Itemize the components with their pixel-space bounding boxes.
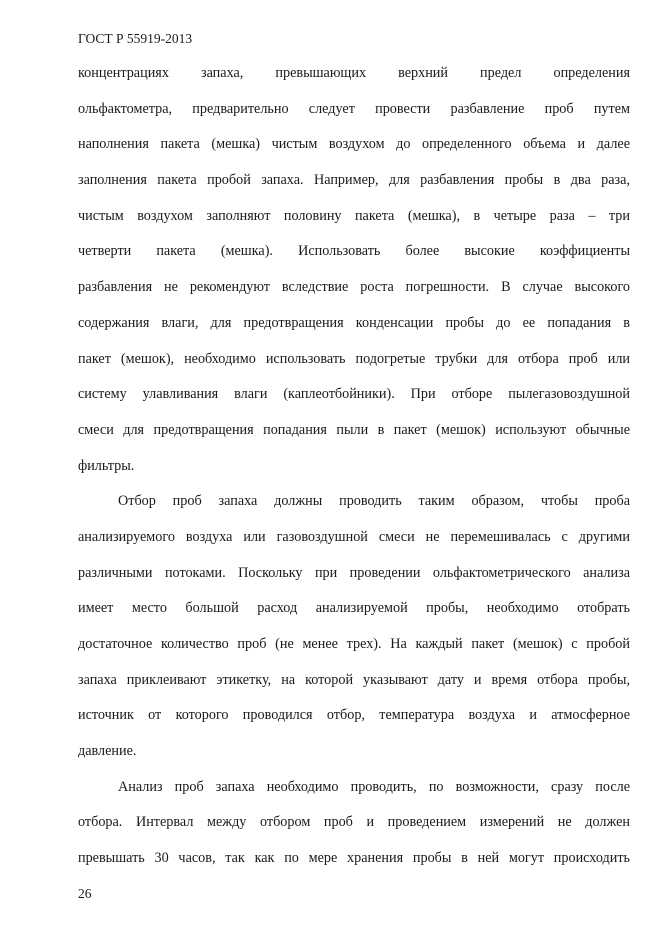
document-standard-code: ГОСТ Р 55919-2013: [78, 31, 193, 46]
text-line: запаха приклеивают этикетку, на которой указывают дату и время отбора пробы,: [78, 671, 630, 688]
text-line: анализируемого воздуха или газовоздушной смеси не перемешивалась с другими: [78, 528, 630, 545]
text-line: смеси для предотвращения попадания пыли в пакет (мешок) используют обычные: [78, 421, 630, 438]
text-line: ольфактометра, предварительно следует провести разбавление проб путем: [78, 100, 630, 117]
text-line: четверти пакета (мешка). Использовать более высокие коэффициенты: [78, 243, 630, 260]
text-line: имеет место большой расход анализируемой пробы, необходимо отобрать: [78, 600, 630, 617]
text-line: источник от которого проводился отбор, температура воздуха и атмосферное: [78, 707, 630, 724]
text-line: чистым воздухом заполняют половину пакета (мешка), в четыре раза – три: [78, 207, 630, 224]
text-line: отбора. Интервал между отбором проб и проведением измерений не должен: [78, 814, 630, 831]
text-line: заполнения пакета пробой запаха. Например, для разбавления пробы в два раза,: [78, 172, 630, 189]
text-line: концентрациях запаха, превышающих верхний предел определения: [78, 65, 630, 81]
page-number: 26: [78, 886, 92, 901]
text-line: пакет (мешок), необходимо использовать подогретые трубки для отбора проб или: [78, 350, 630, 367]
text-line: давление.: [78, 743, 137, 760]
text-line: наполнения пакета (мешка) чистым воздухом до определенного объема и далее: [78, 136, 630, 153]
text-line: достаточное количество проб (не менее трех). На каждый пакет (мешок) с пробой: [78, 636, 630, 652]
text-line: фильтры.: [78, 457, 135, 474]
text-line: разбавления не рекомендуют вследствие роста погрешности. В случае высокого: [78, 279, 630, 296]
paragraph-first-line: Отбор проб запаха должны проводить таким образом, чтобы проба: [118, 493, 630, 510]
body-text: [78, 61, 630, 882]
text-line: различными потоками. Поскольку при проведении ольфактометрического анализа: [78, 564, 630, 581]
text-line: превышать 30 часов, так как по мере хранения пробы в ней могут происходить: [78, 850, 630, 867]
text-line: систему улавливания влаги (каплеотбойники). При отборе пылегазовоздушной: [78, 386, 630, 403]
paragraph-first-line: Анализ проб запаха необходимо проводить, по возможности, сразу после: [118, 778, 630, 795]
text-line: содержания влаги, для предотвращения конденсации пробы до ее попадания в: [78, 314, 630, 331]
